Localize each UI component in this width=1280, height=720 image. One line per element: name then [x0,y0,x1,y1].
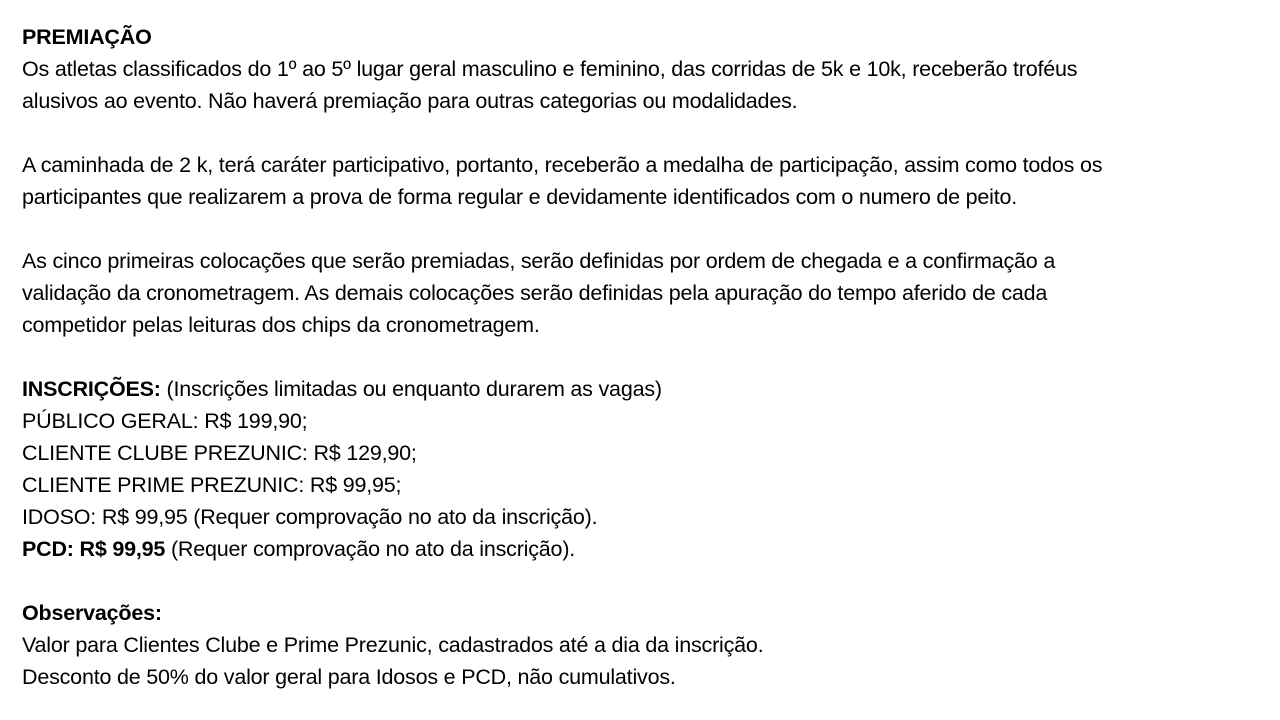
premiacao-heading: PREMIAÇÃO [22,25,152,49]
paragraph-spacer [22,117,1280,149]
price-pcd-note: (Requer comprovação no ato da inscrição). [165,537,576,561]
inscricoes-heading: INSCRIÇÕES: [22,377,161,401]
observacoes-line-1: Valor para Clientes Clube e Prime Prezunic, cadastrados até a dia da inscrição. [22,633,764,657]
price-pcd-label: PCD: R$ 99,95 [22,537,166,561]
premiacao-paragraph-3-line-3: competidor pelas leituras dos chips da cronometragem. [22,313,540,337]
paragraph-spacer [22,341,1280,373]
premiacao-paragraph-1-line-2: alusivos ao evento. Não haverá premiação para outras categorias ou modalidades. [22,89,798,113]
premiacao-paragraph-3-line-2: validação da cronometragem. As demais colocações serão definidas pela apuração do tempo aferido de cada [22,281,1048,305]
price-publico-geral: PÚBLICO GERAL: R$ 199,90; [22,409,308,433]
premiacao-paragraph-3-line-1: As cinco primeiras colocações que serão premiadas, serão definidas por ordem de chegada e a confirmação a [22,249,1056,273]
paragraph-spacer [22,213,1280,245]
price-cliente-clube: CLIENTE CLUBE PREZUNIC: R$ 129,90; [22,441,417,465]
premiacao-paragraph-2-line-2: participantes que realizarem a prova de forma regular e devidamente identificados com o numero de peito. [22,185,1018,209]
price-pcd-line [22,533,1280,565]
premiacao-paragraph-1-line-1: Os atletas classificados do 1º ao 5º lugar geral masculino e feminino, das corridas de 5k e 10k, receberão troféus [22,57,1078,81]
inscricoes-note: (Inscrições limitadas ou enquanto durarem as vagas) [160,377,662,401]
inscricoes-heading-line [22,373,1280,405]
observacoes-line-2: Desconto de 50% do valor geral para Idosos e PCD, não cumulativos. [22,665,676,689]
paragraph-spacer [22,565,1280,597]
observacoes-heading: Observações: [22,601,162,625]
price-cliente-prime: CLIENTE PRIME PREZUNIC: R$ 99,95; [22,473,402,497]
premiacao-paragraph-2-line-1: A caminhada de 2 k, terá caráter participativo, portanto, receberão a medalha de participação, assim como todos os [22,153,1103,177]
price-idoso: IDOSO: R$ 99,95 (Requer comprovação no ato da inscrição). [22,505,598,529]
